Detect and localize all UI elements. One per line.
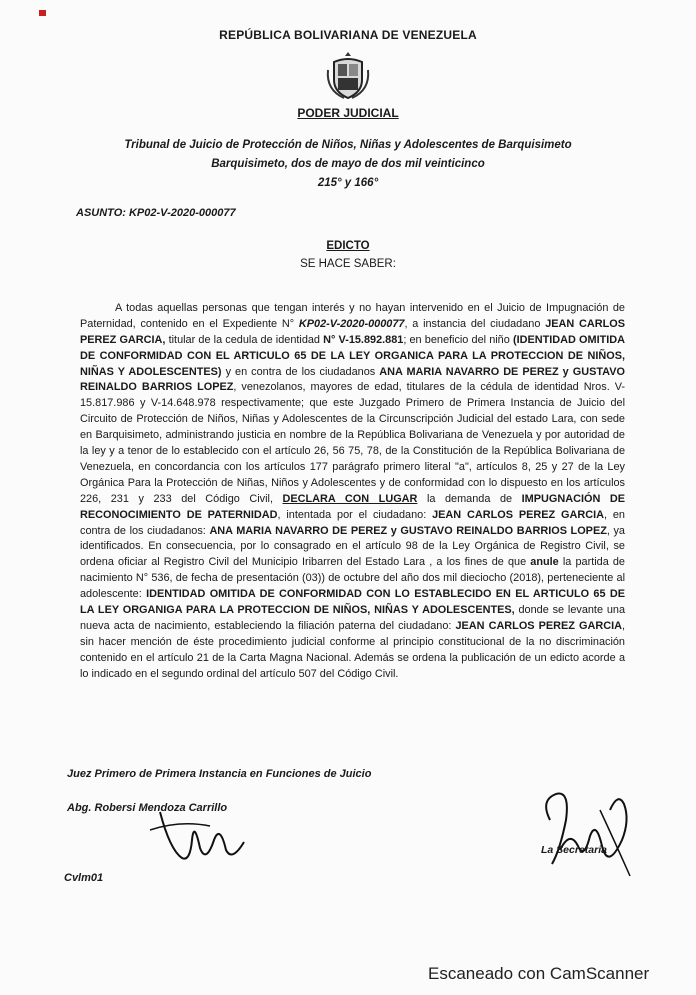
- edict-subtitle: SE HACE SABER:: [300, 258, 396, 270]
- judge-title: Juez Primero de Primera Instancia en Funciones de Juicio: [67, 768, 372, 780]
- secretary-label: La Secretaria: [541, 844, 607, 856]
- subject-line: ASUNTO: KP02-V-2020-000077: [76, 207, 236, 219]
- city-date: Barquisimeto, dos de mayo de dos mil veinticinco: [211, 158, 485, 170]
- adolescent-identity-omitted: IDENTIDAD OMITIDA DE CONFORMIDAD CON LO ESTABLECIDO EN EL ARTICULO 65 DE LA LEY ORGANIGA PARA LA PROTECCION DE NIÑOS, NIÑAS Y ADOLESCENTES,: [80, 588, 625, 617]
- body-text-11: , venezolanos, mayores de edad, titulares de la cédula de identidad Nros. V-15.817.986 y V-14.648.978 respectivamente; que este Juzgado Primero de Primera Instancia de Juicio del Circuito de Protección de Niños, Niñas y Adolescentes de la Circunscripción Judicial del estado Lara, con sede en Barquisimeto, administrando justicia en nombre de la República Bolivariana de Venezuela y por autoridad de la ley y a tenor de lo establecido con el artículo 26, 56 75, 78, de la Constitución de la República Bolivariana de Venezuela, en concordancia con los artículos 177 parágrafo primero literal "a", artículos 8, 25 y 27 de la Ley Orgánica Para la Protección de Niñas, Niños y Adolescentes y de conformidad con lo dispuesto en los artículos 226, 231 y 233 del Código Civil,: [80, 381, 625, 505]
- judge-signature: [140, 800, 260, 870]
- judge-name: Abg. Robersi Mendoza Carrillo: [67, 802, 228, 814]
- red-corner-mark: [39, 10, 46, 16]
- annul-word: anule: [530, 556, 559, 569]
- coat-of-arms-icon: [322, 50, 374, 102]
- body-text-25: , sin hacer mención de éste procedimiento judicial conforme al principio constitucional de la no discriminación contenido en el artículo 21 de la Carta Magna Nacional. Además se ordena la publicación de un edicto acorde a lo indicado en el segundo ordinal del artículo 507 del Código Civil.: [80, 620, 625, 680]
- scanner-watermark: Escaneado con CamScanner: [428, 964, 650, 983]
- declaration-granted: DECLARA CON LUGAR: [282, 492, 418, 505]
- body-text-1: A todas aquellas personas que tengan interés y no hayan intervenido en el Juicio de Impugnación de Paternidad, contenido en el Expediente N°: [80, 301, 625, 330]
- body-text-13: la demanda de: [417, 492, 522, 505]
- header-republic: REPÚBLICA BOLIVARIANA DE VENEZUELA: [219, 28, 477, 42]
- body-text-17: , en contra de los ciudadanos:: [80, 508, 625, 537]
- years-line: 215° y 166°: [317, 177, 379, 189]
- body-text-19: , ya identificados. En consecuencia, por lo consagrado en el artículo 98 de la Ley Orgánica de Registro Civil, se ordena oficiar al Registro Civil del Municipio Iribarren del Estado Lara , a los fines de que: [80, 524, 625, 569]
- defendants-names-2: ANA MARIA NAVARRO DE PEREZ y GUSTAVO REINALDO BARRIOS LOPEZ: [209, 524, 607, 537]
- secretary-signature: [530, 780, 640, 890]
- plaintiff-name-2: JEAN CARLOS PEREZ GARCIA: [432, 508, 604, 521]
- edict-title: EDICTO: [326, 240, 370, 252]
- body-text-21: la partida de nacimiento N° 536, de fecha de presentación (03)) de octubre del año dos mil dieciocho (2018), perteneciente al adolescente:: [80, 556, 625, 601]
- body-text-3: , a instancia del ciudadano: [404, 317, 546, 330]
- case-number: KP02-V-2020-000077: [298, 317, 405, 330]
- body-text-15: , intentada por el ciudadano:: [277, 508, 433, 521]
- tribunal-name: Tribunal de Juicio de Protección de Niños, Niñas y Adolescentes de Barquisimeto: [124, 139, 572, 151]
- body-text-23: donde se levante una nueva acta de nacimiento, estableciendo la filiación paterna del ciudadano:: [80, 604, 625, 633]
- initials: Cvlm01: [64, 872, 104, 884]
- plaintiff-name-3: JEAN CARLOS PEREZ GARCIA: [455, 620, 622, 633]
- body-text-5: titular de la cedula de identidad: [165, 333, 324, 346]
- child-identity-omitted: (IDENTIDAD OMITIDA DE CONFORMIDAD CON EL ARTICULO 65 DE LA LEY ORGANICA PARA LA PROTECCION DE NIÑOS, NIÑAS Y ADOLESCENTES): [80, 333, 625, 378]
- plaintiff-id: N° V-15.892.881: [323, 333, 404, 346]
- body-text-7: ; en beneficio del niño: [403, 333, 513, 346]
- defendants-names: ANA MARIA NAVARRO DE PEREZ y GUSTAVO REINALDO BARRIOS LOPEZ: [80, 365, 625, 394]
- claim-type: IMPUGNACIÓN DE RECONOCIMIENTO DE PATERNIDAD: [80, 492, 625, 521]
- header-poder-judicial: PODER JUDICIAL: [297, 106, 399, 120]
- body-text-9: y en contra de los ciudadanos: [221, 365, 380, 378]
- edict-body: [80, 301, 625, 683]
- plaintiff-name: JEAN CARLOS PEREZ GARCIA,: [80, 317, 625, 346]
